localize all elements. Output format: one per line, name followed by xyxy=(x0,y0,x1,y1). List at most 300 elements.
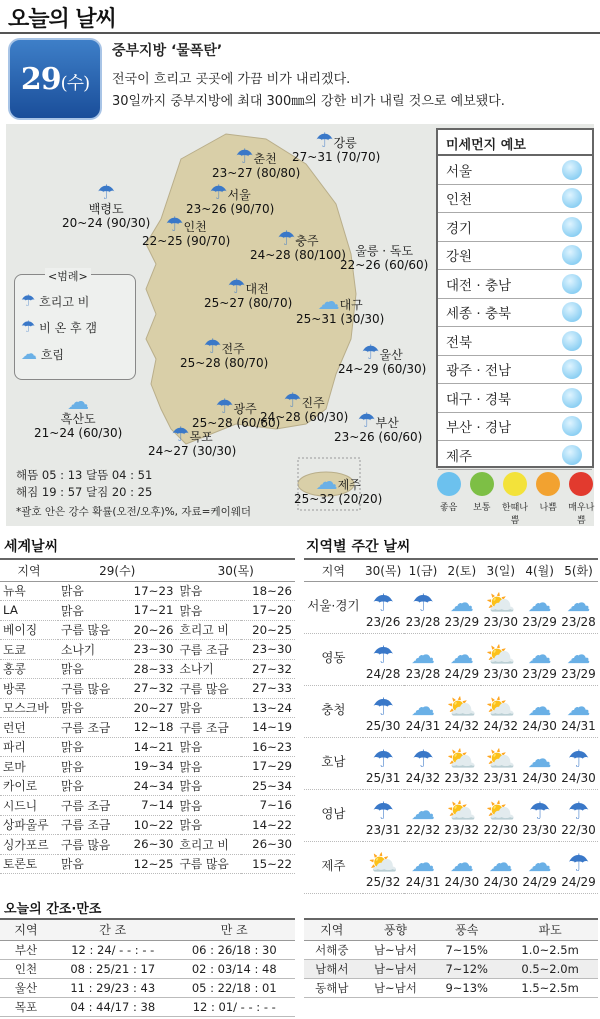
good-face-icon xyxy=(562,274,582,294)
table-cell: 맑음 xyxy=(176,737,241,757)
weekly-region: 영동 xyxy=(304,633,363,685)
weekly-temp: 22/30 xyxy=(561,822,596,837)
cloud-icon: ☁ xyxy=(410,796,435,825)
map-note: *괄호 안은 강수 확률(오전/오후)%, 자료=케이웨더 xyxy=(16,506,252,518)
table-cell: 19~34 xyxy=(123,757,177,777)
legend-title: <범례> xyxy=(45,268,91,284)
umbrella-icon: ☂ xyxy=(171,422,190,446)
umbrella-icon: ☂ xyxy=(283,388,302,412)
umbrella-icon: ☂ xyxy=(361,340,380,364)
table-cell: 토론토 xyxy=(0,854,58,874)
weekly-temp: 25/30 xyxy=(365,718,401,733)
good-face-icon xyxy=(562,388,582,408)
weekly-temp: 23/31 xyxy=(365,822,401,837)
dust-title: 미세먼지 예보 xyxy=(438,130,592,156)
weekly-cell xyxy=(404,685,443,737)
world-weather-table xyxy=(0,558,295,874)
city-chuncheon: ☂춘천 23~27 (80/80) xyxy=(212,144,301,180)
umbrella-icon: ☂ xyxy=(567,796,590,825)
table-row xyxy=(0,601,295,621)
table-row xyxy=(0,815,295,835)
legend-item: ☂ 비 온 후 갬 xyxy=(21,317,97,336)
umbrella-icon: ☂ xyxy=(372,692,394,721)
weekly-cell xyxy=(481,789,520,841)
date-day: 29 xyxy=(20,62,61,97)
dust-region: 강원 xyxy=(446,249,473,266)
table-cell: 13~24 xyxy=(241,698,295,718)
table-row xyxy=(0,776,295,796)
weekly-header: 1(금) xyxy=(404,559,443,581)
dust-scale-item: 좋음 xyxy=(434,470,464,518)
table-cell: 0.5~2.0m xyxy=(502,959,598,978)
weekly-region: 호남 xyxy=(304,737,363,789)
table-row xyxy=(0,757,295,777)
table-cell: 울산 xyxy=(0,978,52,997)
umbrella-icon: ☂ xyxy=(209,180,228,204)
table-cell: 카이로 xyxy=(0,776,58,796)
table-cell: 남~남서 xyxy=(360,959,432,978)
table-cell: 26~30 xyxy=(241,835,295,855)
sun-cloud-icon: ⛅ xyxy=(485,640,516,669)
sun-cloud-icon: ⛅ xyxy=(446,796,477,825)
sun-cloud-icon: ⛅ xyxy=(368,848,399,877)
table-cell: 17~21 xyxy=(123,601,177,621)
city-daejeon: ☂대전 25~27 (80/70) xyxy=(204,274,293,310)
table-cell: 맑음 xyxy=(58,854,123,874)
table-cell: 도쿄 xyxy=(0,640,58,660)
dust-row xyxy=(438,356,592,385)
weekly-cell xyxy=(520,685,559,737)
table-cell: 27~32 xyxy=(241,659,295,679)
sun-cloud-icon: ⛅ xyxy=(485,588,516,617)
good-face-icon xyxy=(562,245,582,265)
weekly-temp: 24/32 xyxy=(444,718,480,733)
weekly-cell xyxy=(442,841,481,893)
umbrella-icon: ☂ xyxy=(372,744,394,773)
table-cell: 목포 xyxy=(0,997,52,1016)
table-cell: 남~남서 xyxy=(360,978,432,997)
table-cell: 맑음 xyxy=(176,757,241,777)
table-row xyxy=(0,835,295,855)
weekly-temp: 22/32 xyxy=(405,822,441,837)
table-cell: 맑음 xyxy=(58,776,123,796)
face-icon xyxy=(569,472,593,496)
good-face-icon xyxy=(562,416,582,436)
table-row xyxy=(304,978,598,997)
table-cell: 구름 조금 xyxy=(58,815,123,835)
table-cell: 맑음 xyxy=(176,601,241,621)
umbrella-icon: ☂ xyxy=(372,640,394,669)
table-cell: 24~34 xyxy=(123,776,177,796)
cloud-icon: ☁ xyxy=(449,588,474,617)
header-region: 지역 xyxy=(0,559,58,581)
weekly-cell xyxy=(363,633,404,685)
dust-scale-item: 보통 xyxy=(467,470,497,518)
table-row xyxy=(304,581,598,633)
cloud-icon: ☁ xyxy=(527,744,552,773)
sea-header: 지역 xyxy=(304,919,360,940)
dust-row xyxy=(438,213,592,242)
cloud-icon: ☁ xyxy=(527,848,552,877)
table-cell: 7~12% xyxy=(431,959,502,978)
sun-cloud-icon: ⛅ xyxy=(446,744,477,773)
city-ulleung: 울릉 · 독도 22~26 (60/60) xyxy=(340,244,429,272)
weekly-cell xyxy=(442,581,481,633)
city-chungju: ☂충주 24~28 (80/100) xyxy=(250,226,346,262)
dust-row xyxy=(438,156,592,185)
table-row xyxy=(0,718,295,738)
weekly-cell xyxy=(520,841,559,893)
table-cell: 구름 많음 xyxy=(58,679,123,699)
city-incheon: ☂인천 22~25 (90/70) xyxy=(142,212,231,248)
dust-region: 경기 xyxy=(446,220,473,237)
page-title: 오늘의 날씨 xyxy=(8,7,116,32)
cloud-icon: ☁ xyxy=(527,692,552,721)
umbrella-icon: ☂ xyxy=(372,588,394,617)
umbrella-icon: ☂ xyxy=(97,180,116,204)
weekly-temp: 24/30 xyxy=(522,770,557,785)
table-row xyxy=(0,581,295,601)
weekly-temp: 23/29 xyxy=(522,614,557,629)
table-cell: 7~15% xyxy=(431,940,502,959)
table-cell: 23~30 xyxy=(123,640,177,660)
city-busan: ☂부산 23~26 (60/60) xyxy=(334,408,423,444)
dust-scale-item: 매우나쁨 xyxy=(566,470,596,518)
table-row xyxy=(304,737,598,789)
table-cell: 11 : 29/23 : 43 xyxy=(52,978,174,997)
face-icon xyxy=(536,472,560,496)
weekly-temp: 24/32 xyxy=(405,770,441,785)
table-cell: 맑음 xyxy=(58,581,123,601)
table-row xyxy=(0,854,295,874)
weekly-temp: 23/28 xyxy=(561,614,596,629)
sun-cloud-icon: ⛅ xyxy=(485,744,516,773)
cloud-icon: ☁ xyxy=(488,848,513,877)
dust-row xyxy=(438,299,592,328)
weekly-cell xyxy=(559,737,598,789)
table-cell: 서해중 xyxy=(304,940,360,959)
table-cell: 28~33 xyxy=(123,659,177,679)
table-row xyxy=(304,685,598,737)
weekly-cell xyxy=(363,789,404,841)
city-baengnyeongdo: ☂ 백령도 20~24 (90/30) xyxy=(62,180,151,230)
title-divider xyxy=(0,32,600,34)
table-cell: 맑음 xyxy=(176,815,241,835)
weekly-cell xyxy=(442,789,481,841)
table-cell: 시드니 xyxy=(0,796,58,816)
sun-moon-times: 해뜸 05 : 13 달뜸 04 : 51 해짐 19 : 57 달짐 20 : 25 xyxy=(16,468,153,499)
cloud-icon: ☁ xyxy=(566,640,591,669)
face-icon xyxy=(503,472,527,496)
table-cell: 14~19 xyxy=(241,718,295,738)
tide-table xyxy=(0,918,295,1017)
cloud-icon: ☁ xyxy=(566,588,591,617)
city-jeonju: ☂전주 25~28 (80/70) xyxy=(180,334,269,370)
city-daegu: ☁대구 25~31 (30/30) xyxy=(296,290,385,326)
umbrella-icon: ☂ xyxy=(567,744,590,773)
table-cell: 런던 xyxy=(0,718,58,738)
weekly-temp: 23/32 xyxy=(444,822,480,837)
weekly-temp: 24/31 xyxy=(405,718,441,733)
weekly-cell xyxy=(363,581,404,633)
dust-region: 전북 xyxy=(446,334,473,351)
table-row xyxy=(0,679,295,699)
table-cell: 27~33 xyxy=(241,679,295,699)
weekly-cell xyxy=(481,737,520,789)
table-cell: 12~18 xyxy=(123,718,177,738)
dust-scale-item: 나쁨 xyxy=(533,470,563,518)
face-icon xyxy=(437,472,461,496)
dust-region: 대구 · 경북 xyxy=(446,391,512,408)
weekly-cell xyxy=(520,581,559,633)
dust-row xyxy=(438,327,592,356)
table-cell: 부산 xyxy=(0,940,52,959)
weekly-temp: 25/31 xyxy=(365,770,401,785)
table-cell: 14~21 xyxy=(123,737,177,757)
weekly-region: 충청 xyxy=(304,685,363,737)
headline-line1: 전국이 흐리고 곳곳에 가끔 비가 내리겠다. xyxy=(112,72,351,87)
table-cell: 18~26 xyxy=(241,581,295,601)
table-cell: 동해남 xyxy=(304,978,360,997)
weekly-temp: 23/30 xyxy=(483,614,519,629)
weekly-temp: 23/29 xyxy=(561,666,596,681)
table-row xyxy=(304,959,598,978)
sea-table xyxy=(304,918,598,998)
cloud-icon: ☁ xyxy=(410,640,435,669)
table-row xyxy=(304,633,598,685)
weekly-cell xyxy=(481,633,520,685)
table-row xyxy=(304,940,598,959)
cloud-icon: ☁ xyxy=(67,390,90,415)
weekly-cell xyxy=(481,685,520,737)
table-cell: 맑음 xyxy=(176,796,241,816)
table-cell: 싱가포르 xyxy=(0,835,58,855)
umbrella-icon: ☂ xyxy=(528,796,551,825)
table-cell: 맑음 xyxy=(176,581,241,601)
weekly-temp: 23/32 xyxy=(444,770,480,785)
weekly-cell xyxy=(404,633,443,685)
umbrella-icon: ☂ xyxy=(165,212,184,236)
table-cell: 25~34 xyxy=(241,776,295,796)
table-cell: 흐리고 비 xyxy=(176,835,241,855)
table-cell: 1.0~2.5m xyxy=(502,940,598,959)
table-cell: 17~29 xyxy=(241,757,295,777)
weekly-temp: 23/29 xyxy=(444,614,480,629)
weekly-temp: 25/32 xyxy=(365,874,401,889)
dust-region: 대전 · 충남 xyxy=(446,277,512,294)
weekly-header: 5(화) xyxy=(559,559,598,581)
table-row xyxy=(0,737,295,757)
umbrella-icon: ☂ xyxy=(21,291,36,310)
weekly-cell xyxy=(363,685,404,737)
weekly-cell xyxy=(559,685,598,737)
sun-cloud-icon: ⛅ xyxy=(485,796,516,825)
table-cell: 04 : 44/17 : 38 xyxy=(52,997,174,1016)
weekly-cell xyxy=(559,633,598,685)
table-cell: 홍콩 xyxy=(0,659,58,679)
umbrella-icon: ☂ xyxy=(203,334,222,358)
weekly-temp: 23/31 xyxy=(483,770,519,785)
tide-header-region: 지역 xyxy=(0,919,52,940)
sun-cloud-icon: ⛅ xyxy=(485,692,516,721)
table-row xyxy=(304,789,598,841)
weekly-temp: 24/30 xyxy=(483,874,519,889)
weekly-cell xyxy=(442,685,481,737)
table-cell: 7~16 xyxy=(241,796,295,816)
headline-subtitle: 중부지방 ‘물폭탄’ xyxy=(112,43,223,59)
table-row xyxy=(0,659,295,679)
table-cell: 뉴욕 xyxy=(0,581,58,601)
table-cell: 맑음 xyxy=(176,776,241,796)
table-cell: 구름 많음 xyxy=(58,835,123,855)
table-row xyxy=(0,698,295,718)
weekly-temp: 24/29 xyxy=(444,666,480,681)
dust-row xyxy=(438,384,592,413)
weekly-cell xyxy=(481,841,520,893)
dust-row xyxy=(438,441,592,470)
city-gwangju: ☂광주 25~28 (60/60) xyxy=(192,394,281,430)
table-cell: 남~남서 xyxy=(360,940,432,959)
face-icon xyxy=(470,472,494,496)
table-row xyxy=(0,620,295,640)
cloud-icon: ☁ xyxy=(566,692,591,721)
table-cell: 15~22 xyxy=(241,854,295,874)
table-cell: 23~30 xyxy=(241,640,295,660)
dust-region: 세종 · 충북 xyxy=(446,306,512,323)
cloud-icon: ☁ xyxy=(21,344,37,363)
table-row xyxy=(0,959,295,978)
table-cell: 구름 많음 xyxy=(176,854,241,874)
weekly-temp: 24/32 xyxy=(483,718,519,733)
cloud-icon: ☁ xyxy=(317,290,340,315)
table-cell: 08 : 25/21 : 17 xyxy=(52,959,174,978)
table-cell: 파리 xyxy=(0,737,58,757)
table-cell: 20~26 xyxy=(123,620,177,640)
table-row xyxy=(304,841,598,893)
table-cell: 구름 조금 xyxy=(176,640,241,660)
table-cell: 상파울루 xyxy=(0,815,58,835)
cloud-icon: ☁ xyxy=(410,848,435,877)
cloud-icon: ☁ xyxy=(527,640,552,669)
umbrella-icon: ☂ xyxy=(372,796,394,825)
dust-row xyxy=(438,185,592,214)
table-cell: 9~13% xyxy=(431,978,502,997)
weekly-region: 영남 xyxy=(304,789,363,841)
table-cell: 12~25 xyxy=(123,854,177,874)
weekly-temp: 23/28 xyxy=(405,666,441,681)
table-cell: 05 : 22/18 : 01 xyxy=(174,978,296,997)
legend-item: ☁ 흐림 xyxy=(21,344,65,363)
umbrella-icon: ☂ xyxy=(357,408,376,432)
weekly-cell xyxy=(559,789,598,841)
table-cell: 흐리고 비 xyxy=(176,620,241,640)
world-weather-title: 세계날씨 xyxy=(4,539,59,555)
table-cell: 소나기 xyxy=(176,659,241,679)
table-cell: 맑음 xyxy=(58,601,123,621)
weekly-weather-table xyxy=(304,558,598,894)
weekly-cell xyxy=(404,789,443,841)
table-cell: 12 : 24/ - - : - - xyxy=(52,940,174,959)
table-cell: 인천 xyxy=(0,959,52,978)
table-cell: 02 : 03/14 : 48 xyxy=(174,959,296,978)
table-cell: 16~23 xyxy=(241,737,295,757)
sea-header: 파도 xyxy=(502,919,598,940)
dust-region: 부산 · 경남 xyxy=(446,420,512,437)
table-cell: 10~22 xyxy=(123,815,177,835)
dust-row xyxy=(438,270,592,299)
weekly-temp: 23/30 xyxy=(483,666,519,681)
dust-scale xyxy=(432,470,598,526)
weekly-header: 3(일) xyxy=(481,559,520,581)
date-weekday: (수) xyxy=(60,73,90,94)
table-cell: 구름 조금 xyxy=(58,796,123,816)
weekly-temp: 24/30 xyxy=(561,770,596,785)
table-cell: 27~32 xyxy=(123,679,177,699)
table-cell: 방콕 xyxy=(0,679,58,699)
table-row xyxy=(0,978,295,997)
dust-row xyxy=(438,413,592,442)
weekly-header: 4(월) xyxy=(520,559,559,581)
umbrella-icon: ☂ xyxy=(277,226,296,250)
dust-row xyxy=(438,242,592,271)
umbrella-icon: ☂ xyxy=(315,128,334,152)
header-day1: 29(수) xyxy=(58,559,176,581)
weekly-cell xyxy=(520,789,559,841)
table-cell: 17~20 xyxy=(241,601,295,621)
good-face-icon xyxy=(562,302,582,322)
table-row xyxy=(0,640,295,660)
table-cell: 14~22 xyxy=(241,815,295,835)
weekly-cell xyxy=(520,633,559,685)
cloud-icon: ☁ xyxy=(449,848,474,877)
weekly-temp: 23/26 xyxy=(365,614,401,629)
weekly-cell xyxy=(559,581,598,633)
weekly-temp: 24/31 xyxy=(561,718,596,733)
dust-region: 서울 xyxy=(446,163,473,180)
dust-scale-item: 한때나쁨 xyxy=(500,470,530,518)
date-badge xyxy=(8,38,102,120)
umbrella-icon: ☂ xyxy=(235,144,254,168)
weekly-cell xyxy=(442,633,481,685)
weekly-cell xyxy=(481,581,520,633)
map-legend xyxy=(14,270,136,380)
table-cell: 17~23 xyxy=(123,581,177,601)
headline-line2: 30일까지 중부지방에 최대 300㎜의 강한 비가 내릴 것으로 예보됐다. xyxy=(112,94,505,109)
table-cell: 맑음 xyxy=(176,698,241,718)
table-cell: 구름 많음 xyxy=(58,620,123,640)
table-cell: 12 : 01/ - - : - - xyxy=(174,997,296,1016)
weekly-temp: 24/29 xyxy=(561,874,596,889)
table-cell: 로마 xyxy=(0,757,58,777)
city-jeju: ☁제주 25~32 (20/20) xyxy=(294,470,383,506)
umbrella-icon: ☂ xyxy=(412,588,434,617)
city-jinju: ☂진주 24~28 (60/30) xyxy=(260,388,349,424)
weekly-temp: 22/30 xyxy=(483,822,519,837)
weekly-region: 서울·경기 xyxy=(304,581,363,633)
dust-region: 광주 · 전남 xyxy=(446,363,512,380)
table-cell: 구름 많음 xyxy=(176,679,241,699)
dust-region: 인천 xyxy=(446,192,473,209)
weekly-temp: 24/28 xyxy=(365,666,401,681)
umbrella-icon: ☂ xyxy=(227,274,246,298)
weekly-region: 제주 xyxy=(304,841,363,893)
weekly-cell xyxy=(559,841,598,893)
umbrella-closed-icon: ☂ xyxy=(21,317,36,336)
city-seoul: ☂서울 23~26 (90/70) xyxy=(186,180,275,216)
sun-cloud-icon: ⛅ xyxy=(446,692,477,721)
cloud-icon: ☁ xyxy=(527,588,552,617)
weekly-temp: 24/29 xyxy=(522,874,557,889)
